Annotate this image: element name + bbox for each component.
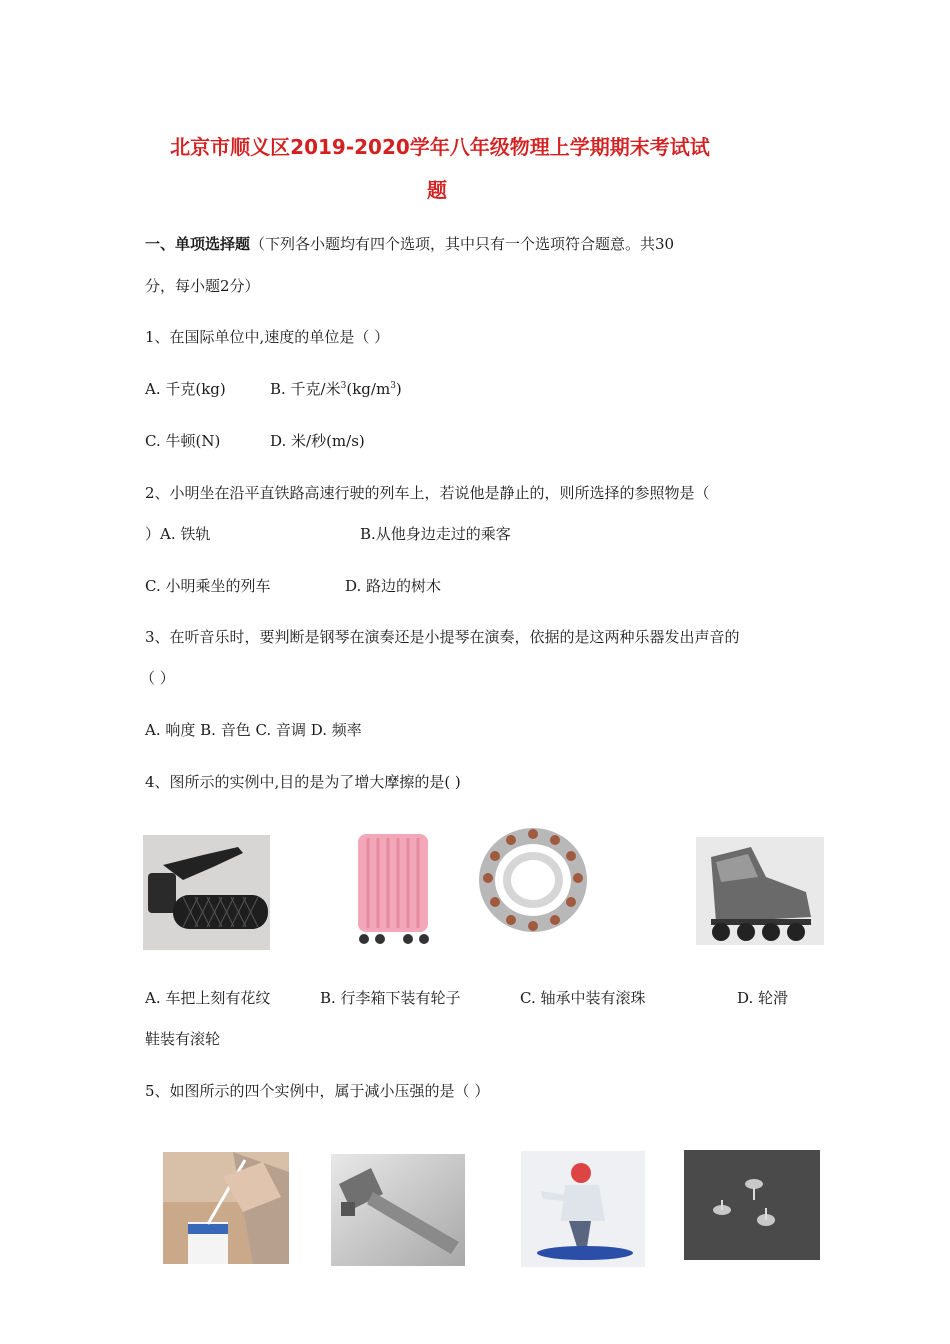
section-heading-line (145, 233, 674, 254)
question-4-stem: 4、图所示的实例中,目的是为了增大摩擦的是( ) (145, 773, 461, 791)
snowboarder-image (521, 1151, 645, 1267)
bike-handlebar-image (143, 835, 270, 950)
question-4-option-d: D. 轮滑 (737, 989, 789, 1007)
section-description: （下列各小题均有四个选项，其中只有一个选项符合题意。共30 (250, 235, 675, 253)
roller-skate-image (696, 837, 824, 945)
hammer-image (331, 1154, 465, 1266)
question-4-option-b: B. 行李箱下装有轮子 (320, 989, 461, 1007)
page-title-line2: 题 (427, 178, 447, 202)
question-3-options: A. 响度 B. 音色 C. 音调 D. 频率 (145, 721, 362, 739)
question-1-option-c: C. 牛顿(N) (145, 432, 221, 450)
question-1-option-d: D. 米/秒(m/s) (270, 432, 365, 450)
thumbtacks-image (684, 1150, 820, 1260)
straw-yogurt-image (163, 1152, 289, 1264)
question-1-option-a: A. 千克(kg) (145, 380, 226, 398)
page-title-line1: 北京市顺义区2019-2020学年八年级物理上学期期末考试试 (170, 135, 710, 159)
question-2-option-c: C. 小明乘坐的列车 (145, 577, 271, 595)
question-4-option-a: A. 车把上刻有花纹 (145, 989, 271, 1007)
section-description-cont: 分，每小题2分） (145, 277, 260, 295)
question-1-option-b: B. 千克/米$^3(kg/m^3)$ (270, 380, 402, 398)
pink-suitcase-image (350, 830, 435, 948)
question-2-stem: 2、小明坐在沿平直铁路高速行驶的列车上，若说他是静止的，则所选择的参照物是（ (145, 484, 710, 502)
question-3-blank: （ ） (140, 669, 175, 687)
section-heading: 一、单项选择题 (145, 235, 251, 253)
question-3-stem: 3、在听音乐时，要判断是钢琴在演奏还是小提琴在演奏，依据的是这两种乐器发出声音的 (145, 628, 740, 646)
question-4-option-c: C. 轴承中装有滚珠 (520, 989, 646, 1007)
question-2-option-d: D. 路边的树木 (345, 577, 442, 595)
question-2-option-a: ）A. 铁轨 (145, 525, 211, 543)
question-2-option-b: B.从他身边走过的乘客 (360, 525, 511, 543)
question-1-stem: 1、在国际单位中,速度的单位是（ ） (145, 328, 390, 346)
question-5-stem: 5、如图所示的四个实例中，属于减小压强的是（ ） (145, 1082, 490, 1100)
question-4-option-d-cont: 鞋装有滚轮 (145, 1030, 221, 1048)
ball-bearing-image (465, 822, 590, 940)
